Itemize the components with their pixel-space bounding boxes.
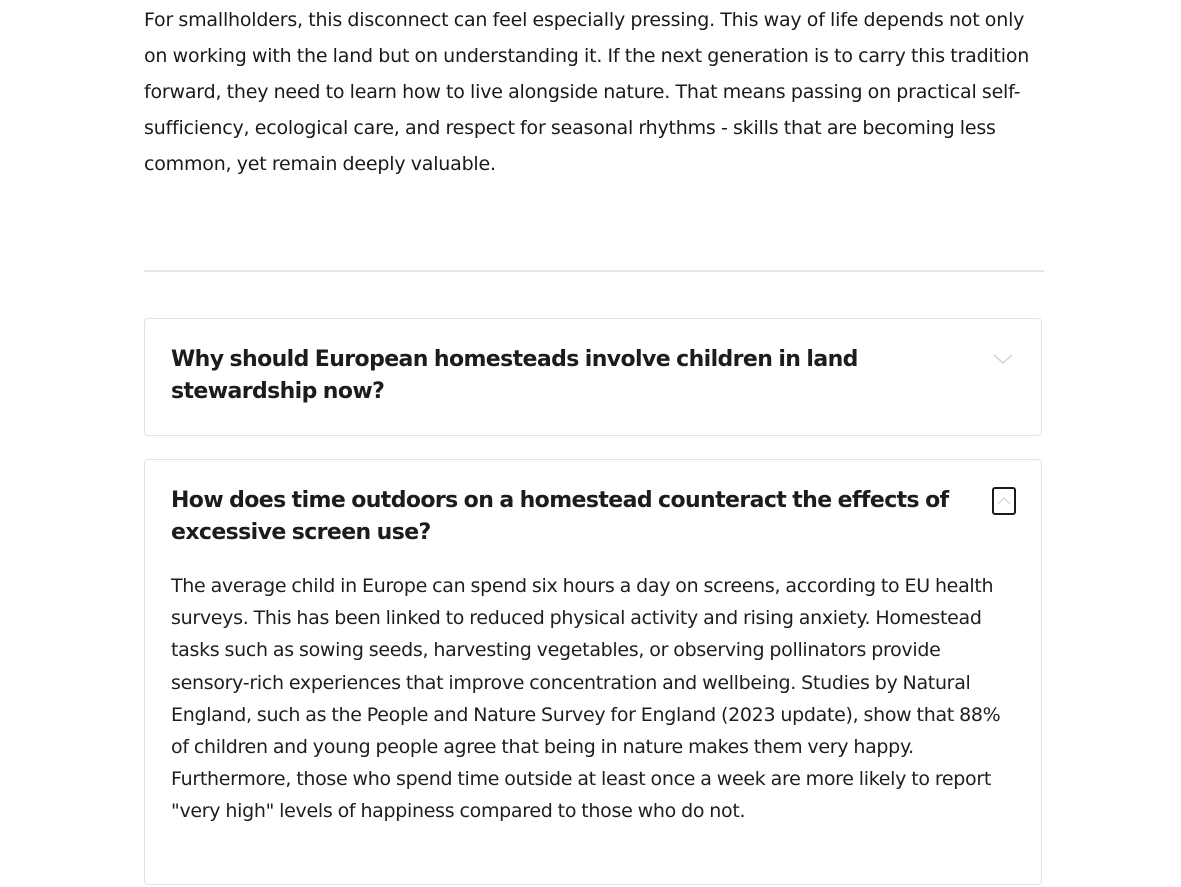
article [144,0,1044,823]
section-divider [144,270,1044,272]
faq-question[interactable]: How does time outdoors on a homestead counteract the effects of excessive screen use? [171,488,949,545]
chevron-up-icon[interactable] [992,487,1016,515]
faq-item [144,318,1042,436]
intro-paragraph: For smallholders, this disconnect can feel especially pressing. This way of life depends not only on working with the land but on understanding it. If the next generation is to carry this tradition forward, they need to learn how to live alongside nature. That means passing on practical self-sufficiency, ecological care, and respect for seasonal rhythms - skills that are becoming less common, yet remain deeply valuable. [144,9,1030,175]
chevron-down-icon[interactable] [991,348,1015,372]
faq-answer: The average child in Europe can spend six hours a day on screens, according to EU health surveys. This has been linked to reduced physical activity and rising anxiety. Homestead tasks such as sowing seeds, harvesting vegetables, or observing pollinators provide sensory-rich experiences that improve concentration and wellbeing. Studies by Natural England, such as the People and Nature Survey for England (2023 update), show that 88% of children and young people agree that being in nature makes them very happy. Furthermore, those who spend time outside at least once a week are more likely to report "very high" levels of happiness compared to those who do not. [171,575,1001,823]
faq-item [144,459,1042,885]
faq-question[interactable]: Why should European homesteads involve children in land stewardship now? [171,347,858,404]
